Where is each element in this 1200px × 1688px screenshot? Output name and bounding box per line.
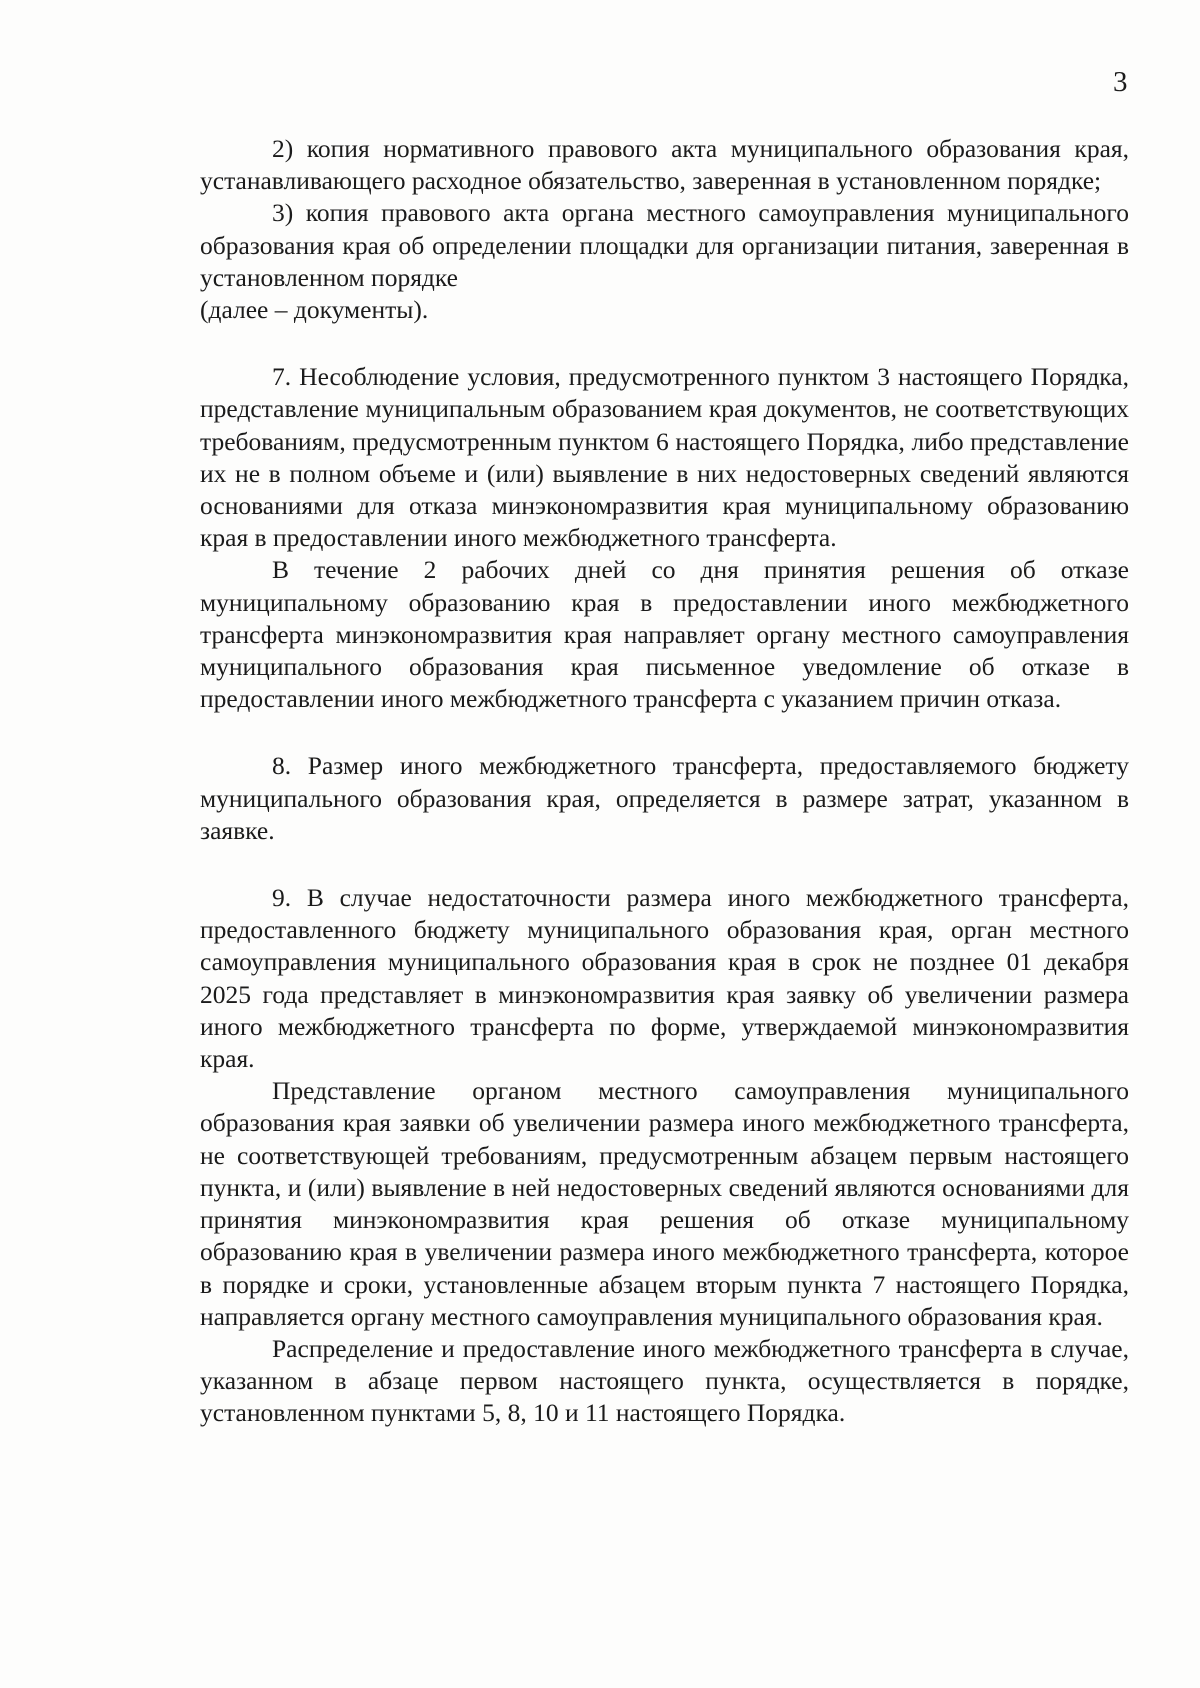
page-number: 3 — [1113, 66, 1128, 98]
paragraph-gap — [200, 847, 1129, 882]
paragraph-clause-7-second: В течение 2 рабочих дней со дня принятия решения об отказе муниципальному образованию края в предоставлении иного межбюджетного трансферта минэкономразвития края направляет органу местного самоуправления муниципального образования края письменное уведомление об отказе в предоставлении иного межбюджетного трансферта с указанием причин отказа. — [200, 555, 1129, 714]
paragraph-documents-note: (далее – документы). — [200, 295, 429, 325]
paragraph-item-3: 3) копия правового акта органа местного самоуправления муниципального образования края об определении площадки для организации питания, заверенная в установленном порядке — [200, 198, 1129, 292]
paragraph-gap — [200, 326, 1129, 361]
paragraph-gap — [200, 715, 1129, 750]
paragraph-clause-8: 8. Размер иного межбюджетного трансферта, предоставляемого бюджету муниципального образования края, определяется в размере затрат, указанном в заявке. — [200, 751, 1129, 845]
paragraph-clause-9-second: Представление органом местного самоуправления муниципального образования края заявки об увеличении размера иного межбюджетного трансферта, не соответствующей требованиям, предусмотренным абзацем первым настоящего пункта, и (или) выявление в ней недостоверных сведений являются основаниями для принятия минэкономразвития края решения об отказе муниципальному образованию края в увеличении размера иного межбюджетного трансферта, которое в порядке и сроки, установленные абзацем вторым пункта 7 настоящего Порядка, направляется органу местного самоуправления муниципального образования края. — [200, 1076, 1129, 1331]
paragraph-item-2: 2) копия нормативного правового акта муниципального образования края, устанавливающего расходное обязательство, заверенная в установленном порядке; — [200, 134, 1129, 196]
paragraph-clause-7: 7. Несоблюдение условия, предусмотренного пунктом 3 настоящего Порядка, представление муниципальным образованием края документов, не соответствующих требованиям, предусмотренным пунктом 6 настоящего Порядка, либо представление их не в полном объеме и (или) выявление в них недостоверных сведений являются основаниями для отказа минэкономразвития края муниципальному образованию края в предоставлении иного межбюджетного трансферта. — [200, 362, 1129, 553]
paragraph-clause-9-third: Распределение и предоставление иного межбюджетного трансферта в случае, указанном в абзаце первом настоящего пункта, осуществляется в порядке, установленном пунктами 5, 8, 10 и 11 настоящего Порядка. — [200, 1333, 1129, 1428]
paragraph-clause-9: 9. В случае недостаточности размера иного межбюджетного трансферта, предоставленного бюджету муниципального образования края, орган местного самоуправления муниципального образования края в срок не позднее 01 декабря 2025 года представляет в минэкономразвития края заявку об увеличении размера иного межбюджетного трансферта по форме, утверждаемой минэкономразвития края. — [200, 883, 1129, 1074]
document-body — [200, 133, 1129, 1430]
